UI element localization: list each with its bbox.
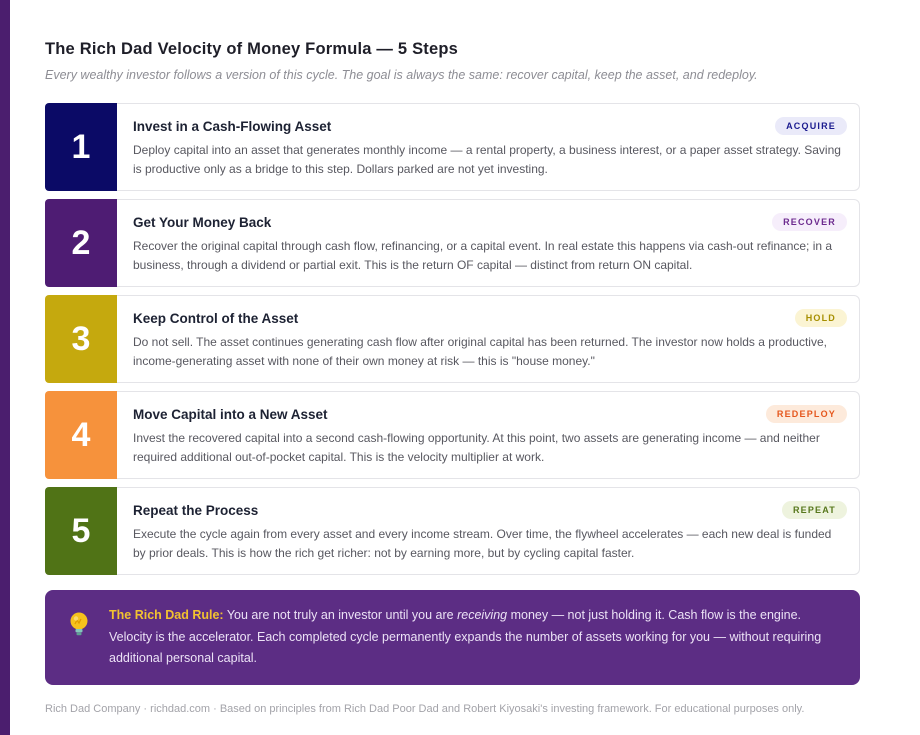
- lightbulb-icon: [67, 611, 91, 639]
- step-card: [117, 295, 860, 383]
- step-description: Invest the recovered capital into a second cash-flowing opportunity. At this point, two assets are generating income — and neither required additional out-of-pocket capital. This is the velocity multiplier at work.: [133, 431, 820, 465]
- callout-lead: The Rich Dad Rule:: [109, 608, 224, 622]
- step-number: 3: [45, 295, 117, 383]
- page-content: [45, 0, 860, 715]
- callout-body-1: You are not truly an investor until you are: [223, 608, 458, 622]
- step-badge: HOLD: [795, 309, 847, 327]
- step-description: Deploy capital into an asset that generates monthly income — a rental property, a business interest, or a paper asset strategy. Saving is productive only as a bridge to this step. Dollars parked are not yet investing.: [133, 143, 841, 177]
- step-title: Get Your Money Back: [133, 214, 272, 230]
- accent-strip: [0, 0, 10, 735]
- step-row: [45, 487, 860, 575]
- step-title: Invest in a Cash-Flowing Asset: [133, 118, 332, 134]
- step-badge: RECOVER: [772, 213, 847, 231]
- step-card: [117, 103, 860, 191]
- callout-italic-word: receiving: [457, 608, 508, 622]
- steps-list: [45, 103, 860, 575]
- rich-dad-rule-callout: [45, 590, 860, 685]
- callout-text: [109, 605, 838, 670]
- step-number: 5: [45, 487, 117, 575]
- callout-body-2: money — not just holding it. Cash flow is the engine. Velocity is the accelerator. Each completed cycle permanently expands the number of assets working for you — without requiring additional personal capital.: [109, 608, 822, 665]
- step-description: Recover the original capital through cash flow, refinancing, or a capital event. In real estate this happens via cash-out refinance; in a business, through a dividend or partial exit. This is the return OF capital — distinct from return ON capital.: [133, 239, 833, 273]
- step-row: [45, 391, 860, 479]
- step-number: 4: [45, 391, 117, 479]
- step-row: [45, 295, 860, 383]
- step-card: [117, 391, 860, 479]
- step-row: [45, 103, 860, 191]
- step-badge: ACQUIRE: [775, 117, 847, 135]
- page-title: The Rich Dad Velocity of Money Formula — 5 Steps: [45, 40, 459, 58]
- step-number: 1: [45, 103, 117, 191]
- step-card: [117, 487, 860, 575]
- step-title: Repeat the Process: [133, 502, 259, 518]
- page-subtitle: Every wealthy investor follows a version of this cycle. The goal is always the same: recover capital, keep the asset, and redeploy.: [45, 68, 758, 82]
- step-description: Execute the cycle again from every asset and every income stream. Over time, the flywheel accelerates — each new deal is funded by prior deals. This is how the rich get richer: not by earning more, but by cycling capital faster.: [133, 527, 832, 561]
- step-row: [45, 199, 860, 287]
- page-footer: Rich Dad Company · richdad.com · Based on principles from Rich Dad Poor Dad and Robert Kiyosaki's investing framework. For educational purposes only.: [45, 702, 805, 715]
- step-number: 2: [45, 199, 117, 287]
- step-description: Do not sell. The asset continues generating cash flow after original capital has been returned. The investor now holds a productive, income-generating asset with none of their own money at risk — this is "house money.": [133, 335, 827, 369]
- step-card: [117, 199, 860, 287]
- step-title: Move Capital into a New Asset: [133, 406, 328, 422]
- step-title: Keep Control of the Asset: [133, 310, 299, 326]
- step-badge: REPEAT: [782, 501, 847, 519]
- step-badge: REDEPLOY: [766, 405, 847, 423]
